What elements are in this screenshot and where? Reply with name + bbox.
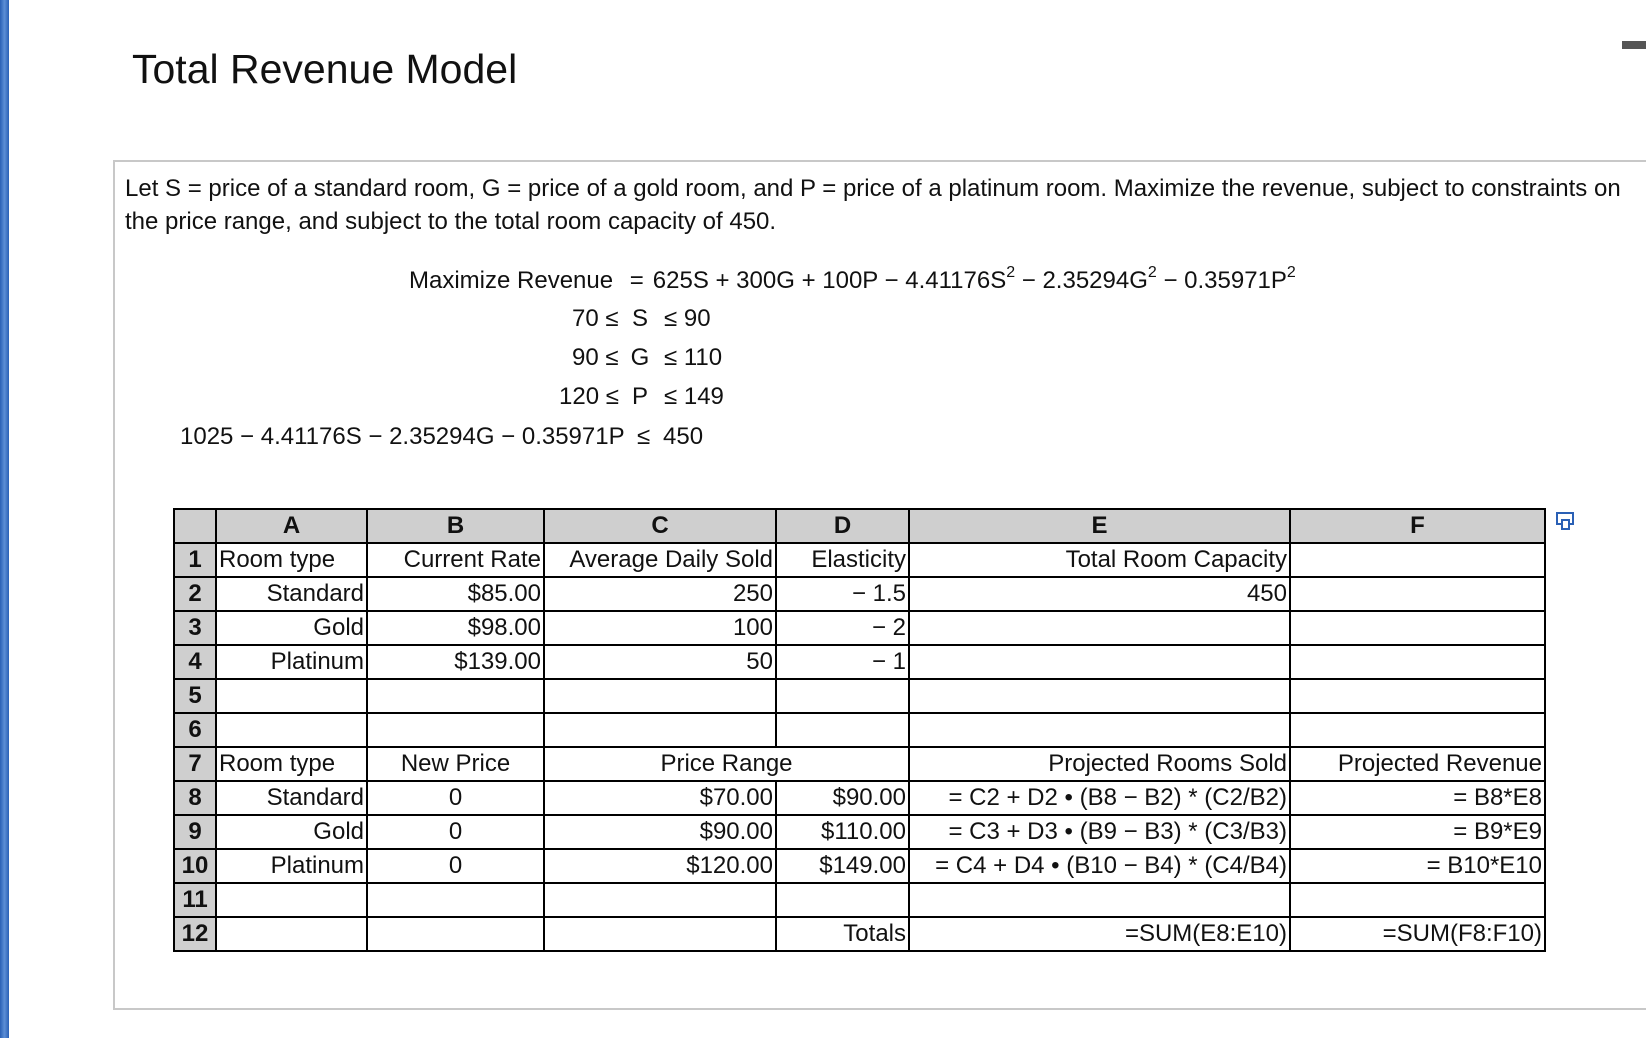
- cell-e7[interactable]: Projected Rooms Sold: [909, 747, 1290, 781]
- cell-a9[interactable]: Gold: [216, 815, 367, 849]
- cell-a7[interactable]: Room type: [216, 747, 367, 781]
- cell-c9[interactable]: $90.00: [544, 815, 776, 849]
- capacity-constraint: [115, 422, 815, 452]
- cell-e12[interactable]: =SUM(E8:E10): [909, 917, 1290, 951]
- column-header-row: [174, 509, 1545, 543]
- cell-c7-price-range[interactable]: Price Range: [544, 747, 909, 781]
- constraint-g-high: ≤ 110: [664, 344, 723, 371]
- table-row: [174, 781, 1545, 815]
- cell-d10[interactable]: $149.00: [776, 849, 909, 883]
- cell-b6[interactable]: [367, 713, 544, 747]
- constraint-p-var: P: [631, 383, 648, 410]
- table-row: [174, 747, 1545, 781]
- column-header-c[interactable]: C: [544, 509, 776, 543]
- cell-d9[interactable]: $110.00: [776, 815, 909, 849]
- cell-f4[interactable]: [1290, 645, 1545, 679]
- spreadsheet-table: [173, 508, 1546, 952]
- objective-term-1: 625S + 300G + 100P − 4.41176S: [652, 267, 1007, 294]
- cell-b12[interactable]: [367, 917, 544, 951]
- constraint-p-low: 120 ≤: [559, 383, 619, 410]
- row-header-11[interactable]: 11: [174, 883, 216, 917]
- cell-d1[interactable]: Elasticity: [776, 543, 909, 577]
- table-row: [174, 883, 1545, 917]
- cell-e10[interactable]: = C4 + D4 • (B10 − B4) * (C4/B4): [909, 849, 1290, 883]
- problem-statement: Let S = price of a standard room, G = price of a gold room, and P = price of a platinum room. Maximize the revenue, subject to constraints on the price range, and subject to the total room capacity of 450.: [125, 175, 1621, 235]
- cell-b7[interactable]: New Price: [367, 747, 544, 781]
- cell-e5[interactable]: [909, 679, 1290, 713]
- cell-c1[interactable]: Average Daily Sold: [544, 543, 776, 577]
- cell-a2[interactable]: Standard: [216, 577, 367, 611]
- cell-f5[interactable]: [1290, 679, 1545, 713]
- cell-b2[interactable]: $85.00: [367, 577, 544, 611]
- cell-d12-totals[interactable]: Totals: [776, 917, 909, 951]
- exponent-g: 2: [1147, 264, 1157, 281]
- cell-f11[interactable]: [1290, 883, 1545, 917]
- cell-d8[interactable]: $90.00: [776, 781, 909, 815]
- constraint-s-high: ≤ 90: [664, 305, 711, 332]
- capacity-rhs: 450: [663, 423, 704, 450]
- cell-b4[interactable]: $139.00: [367, 645, 544, 679]
- cell-e2[interactable]: 450: [909, 577, 1290, 611]
- row-header-2[interactable]: 2: [174, 577, 216, 611]
- cell-a8[interactable]: Standard: [216, 781, 367, 815]
- column-header-a[interactable]: A: [216, 509, 367, 543]
- cell-f10[interactable]: = B10*E10: [1290, 849, 1545, 883]
- cell-b1[interactable]: Current Rate: [367, 543, 544, 577]
- cell-a10[interactable]: Platinum: [216, 849, 367, 883]
- minimize-icon[interactable]: [1622, 41, 1646, 49]
- cell-b3[interactable]: $98.00: [367, 611, 544, 645]
- table-row: [174, 577, 1545, 611]
- row-header-6[interactable]: 6: [174, 713, 216, 747]
- table-row: [174, 917, 1545, 951]
- cell-a3[interactable]: Gold: [216, 611, 367, 645]
- exponent-s: 2: [1006, 264, 1016, 281]
- cell-f3[interactable]: [1290, 611, 1545, 645]
- cell-c2[interactable]: 250: [544, 577, 776, 611]
- cell-c4[interactable]: 50: [544, 645, 776, 679]
- cell-a12[interactable]: [216, 917, 367, 951]
- capacity-op: ≤: [637, 423, 651, 450]
- row-header-1[interactable]: 1: [174, 543, 216, 577]
- column-header-d[interactable]: D: [776, 509, 909, 543]
- cell-e6[interactable]: [909, 713, 1290, 747]
- cell-c3[interactable]: 100: [544, 611, 776, 645]
- capacity-lhs: 1025 − 4.41176S − 2.35294G − 0.35971P: [180, 423, 625, 450]
- cell-c8[interactable]: $70.00: [544, 781, 776, 815]
- column-header-e[interactable]: E: [909, 509, 1290, 543]
- constraint-p: [115, 382, 815, 412]
- cell-b9[interactable]: 0: [367, 815, 544, 849]
- cell-e11[interactable]: [909, 883, 1290, 917]
- constraint-s: [115, 304, 815, 334]
- constraint-g-low: 90 ≤: [572, 344, 619, 371]
- cell-f7[interactable]: Projected Revenue: [1290, 747, 1545, 781]
- cell-e1[interactable]: Total Room Capacity: [909, 543, 1290, 577]
- problem-panel: [113, 160, 1646, 1010]
- cell-e4[interactable]: [909, 645, 1290, 679]
- objective-label: Maximize Revenue: [409, 267, 614, 294]
- constraint-p-high: ≤ 149: [664, 383, 724, 410]
- row-header-8[interactable]: 8: [174, 781, 216, 815]
- cell-d2[interactable]: − 1.5: [776, 577, 909, 611]
- row-header-12[interactable]: 12: [174, 917, 216, 951]
- row-header-7[interactable]: 7: [174, 747, 216, 781]
- window-left-edge: [0, 0, 9, 1038]
- constraint-g-var: G: [630, 344, 650, 371]
- objective-term-3: − 0.35971P: [1156, 267, 1287, 294]
- table-resize-icon[interactable]: [1556, 511, 1576, 531]
- column-header-f[interactable]: F: [1290, 509, 1545, 543]
- cell-b5[interactable]: [367, 679, 544, 713]
- cell-f6[interactable]: [1290, 713, 1545, 747]
- table-row: [174, 645, 1545, 679]
- cell-a5[interactable]: [216, 679, 367, 713]
- cell-d5[interactable]: [776, 679, 909, 713]
- cell-c5[interactable]: [544, 679, 776, 713]
- cell-e3[interactable]: [909, 611, 1290, 645]
- cell-f8[interactable]: = B8*E8: [1290, 781, 1545, 815]
- cell-d4[interactable]: − 1: [776, 645, 909, 679]
- objective-term-2: − 2.35294G: [1015, 267, 1148, 294]
- cell-c12[interactable]: [544, 917, 776, 951]
- cell-b8[interactable]: 0: [367, 781, 544, 815]
- cell-a4[interactable]: Platinum: [216, 645, 367, 679]
- cell-d11[interactable]: [776, 883, 909, 917]
- sheet-corner[interactable]: [174, 509, 216, 543]
- cell-f1[interactable]: [1290, 543, 1545, 577]
- constraint-s-var: S: [631, 305, 648, 332]
- column-header-b[interactable]: B: [367, 509, 544, 543]
- row-header-4[interactable]: 4: [174, 645, 216, 679]
- table-row: [174, 611, 1545, 645]
- objective-equals: =: [629, 267, 644, 294]
- cell-e9[interactable]: = C3 + D3 • (B9 − B3) * (C3/B3): [909, 815, 1290, 849]
- page-title: Total Revenue Model: [132, 46, 518, 92]
- cell-c10[interactable]: $120.00: [544, 849, 776, 883]
- table-row: [174, 679, 1545, 713]
- cell-a1[interactable]: Room type: [216, 543, 367, 577]
- cell-b11[interactable]: [367, 883, 544, 917]
- table-row: [174, 815, 1545, 849]
- cell-e8[interactable]: = C2 + D2 • (B8 − B2) * (C2/B2): [909, 781, 1290, 815]
- table-row: [174, 543, 1545, 577]
- cell-f9[interactable]: = B9*E9: [1290, 815, 1545, 849]
- cell-a11[interactable]: [216, 883, 367, 917]
- cell-c6[interactable]: [544, 713, 776, 747]
- table-row: [174, 849, 1545, 883]
- constraint-g: [115, 343, 815, 373]
- exponent-p: 2: [1286, 264, 1296, 281]
- row-header-5[interactable]: 5: [174, 679, 216, 713]
- cell-c11[interactable]: [544, 883, 776, 917]
- row-header-10[interactable]: 10: [174, 849, 216, 883]
- row-header-9[interactable]: 9: [174, 815, 216, 849]
- row-header-3[interactable]: 3: [174, 611, 216, 645]
- objective-line: [409, 266, 1296, 296]
- cell-a6[interactable]: [216, 713, 367, 747]
- cell-d6[interactable]: [776, 713, 909, 747]
- table-row: [174, 713, 1545, 747]
- cell-d3[interactable]: − 2: [776, 611, 909, 645]
- cell-f2[interactable]: [1290, 577, 1545, 611]
- cell-f12[interactable]: =SUM(F8:F10): [1290, 917, 1545, 951]
- cell-b10[interactable]: 0: [367, 849, 544, 883]
- constraint-s-low: 70 ≤: [572, 305, 619, 332]
